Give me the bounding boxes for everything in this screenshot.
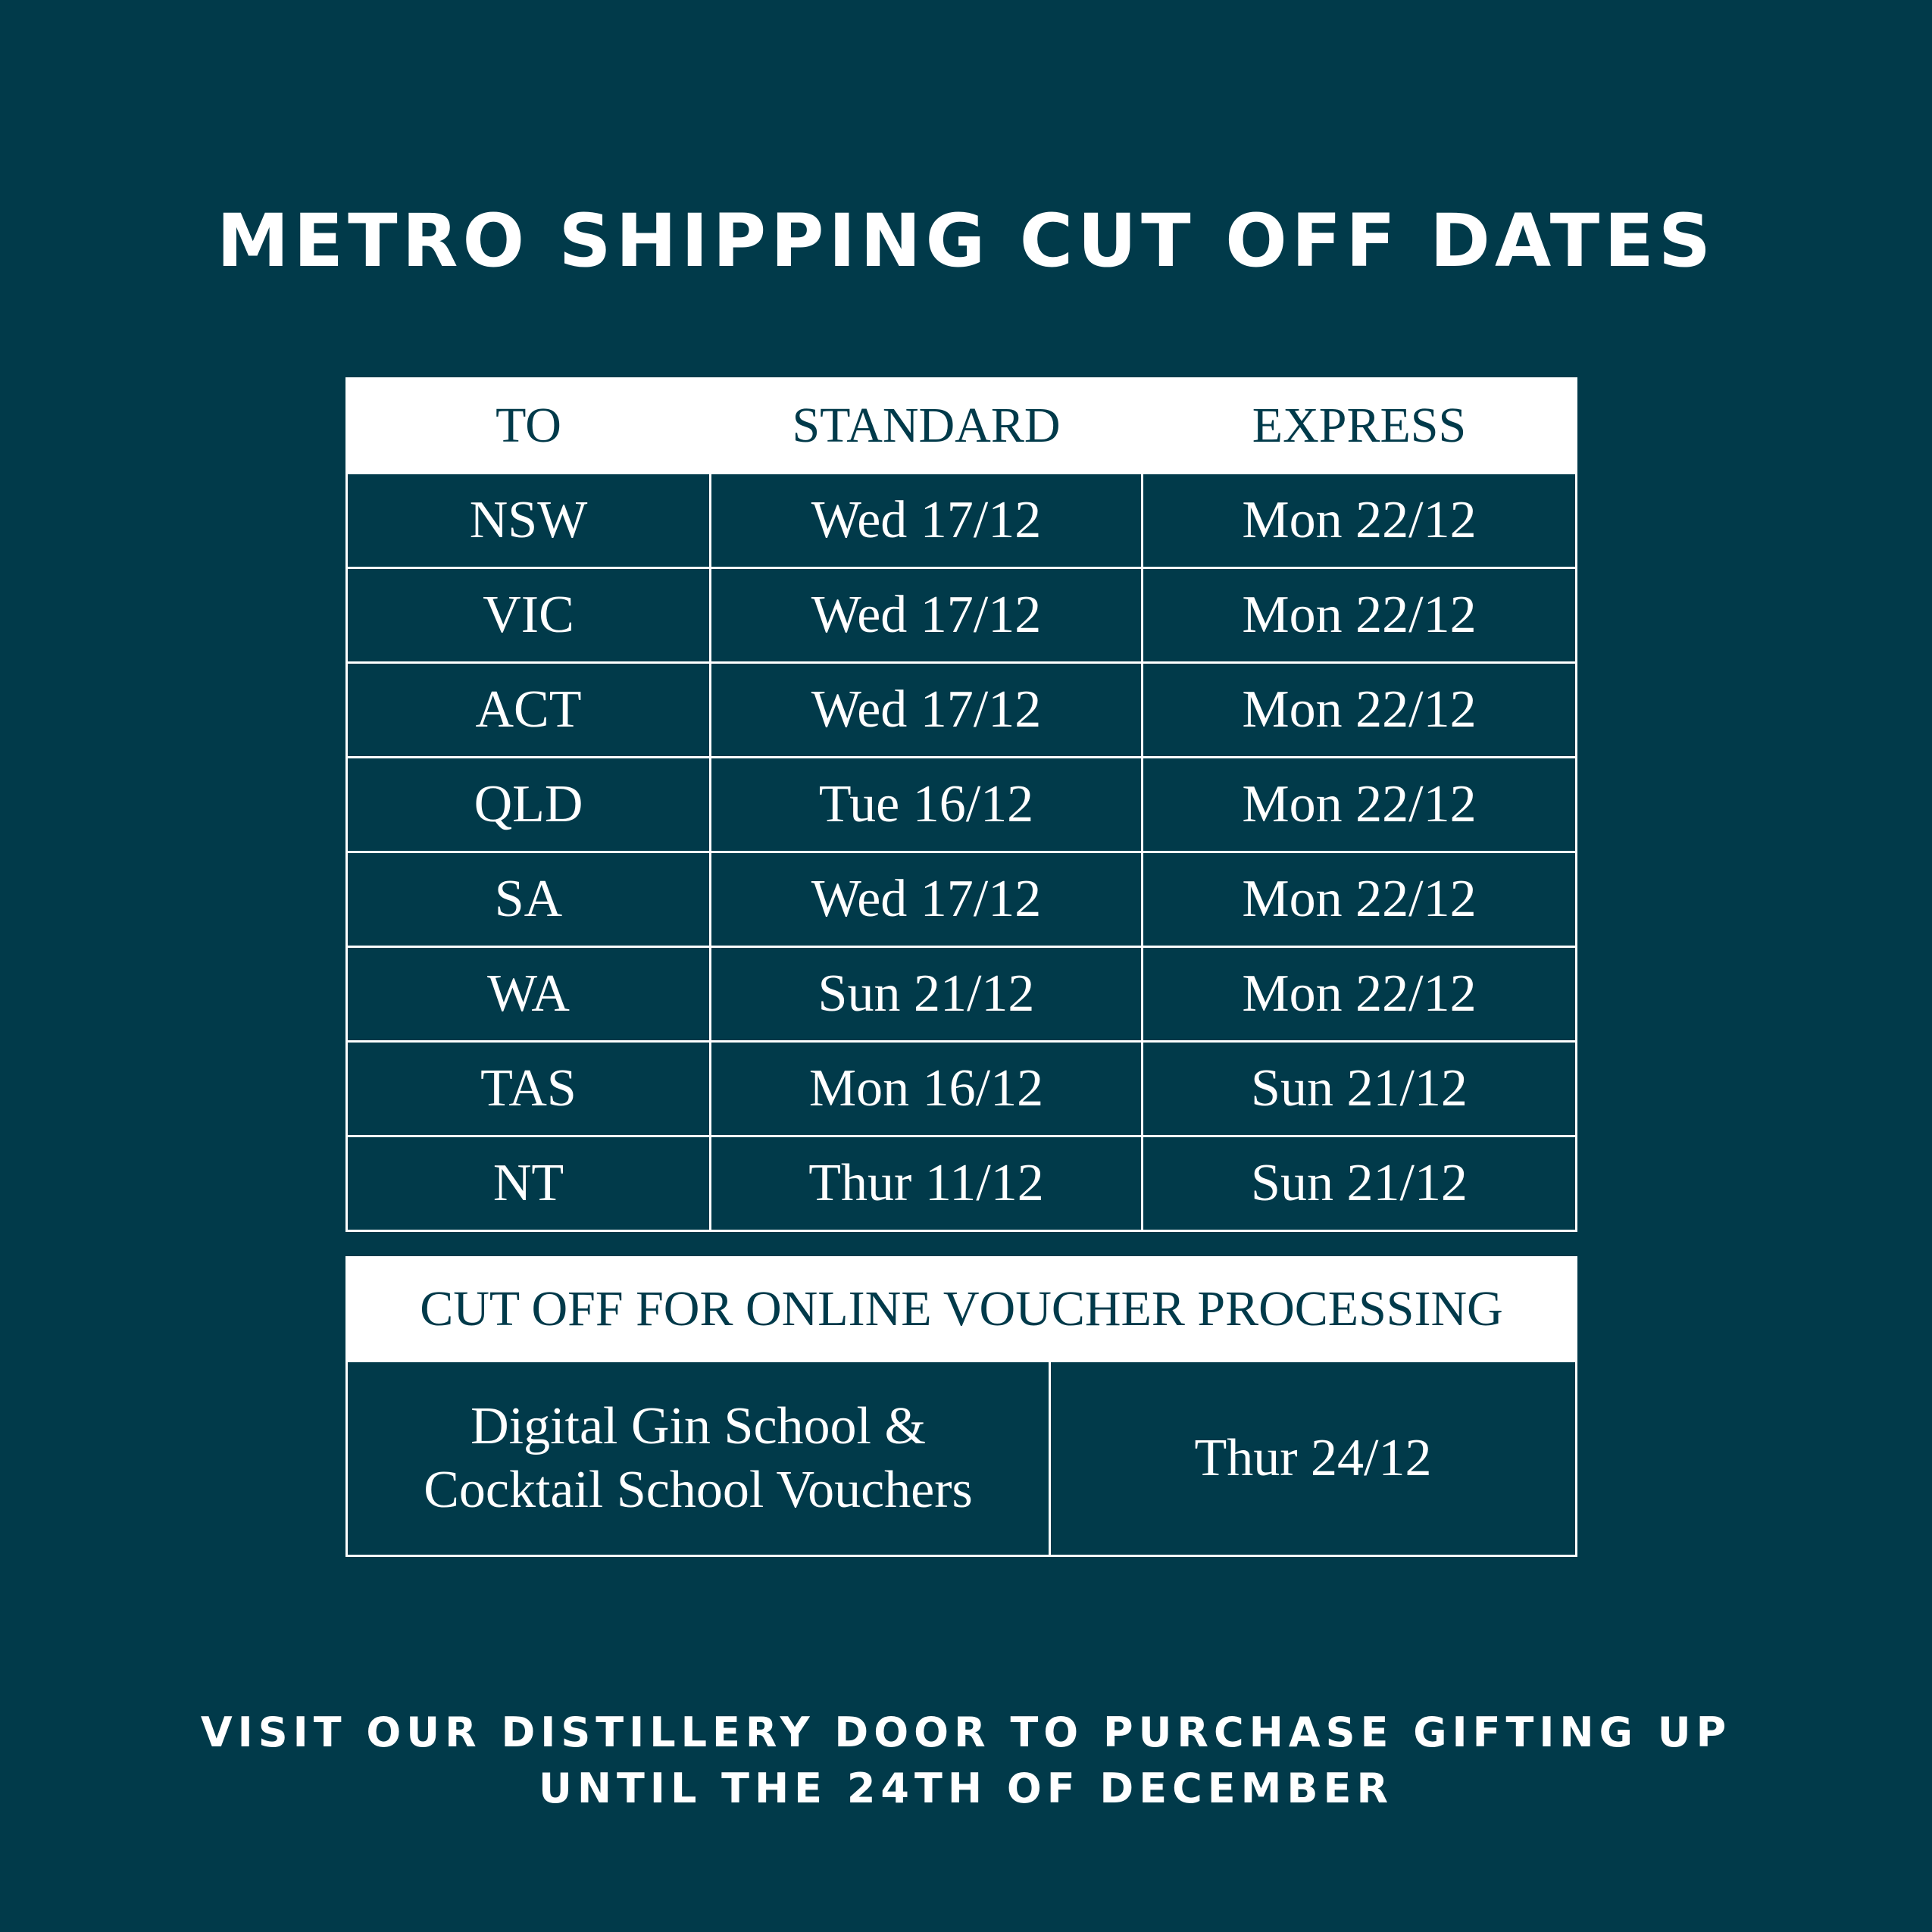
voucher-item-cell [347, 1361, 1050, 1556]
footer-line1: VISIT OUR DISTILLERY DOOR TO PURCHASE GIFTING UP [200, 1708, 1732, 1756]
table-row [347, 1136, 1577, 1231]
state-cell: QLD [347, 758, 711, 852]
table-row [347, 474, 1577, 568]
express-date-cell: Mon 22/12 [1143, 663, 1577, 758]
standard-date-cell: Mon 16/12 [711, 1042, 1143, 1136]
table-row [347, 663, 1577, 758]
express-date-cell: Mon 22/12 [1143, 947, 1577, 1042]
standard-date-cell: Sun 21/12 [711, 947, 1143, 1042]
state-cell: NSW [347, 474, 711, 568]
table-row [347, 947, 1577, 1042]
standard-date-cell: Tue 16/12 [711, 758, 1143, 852]
express-date-cell: Mon 22/12 [1143, 568, 1577, 663]
standard-date-cell: Wed 17/12 [711, 568, 1143, 663]
header-express: EXPRESS [1143, 379, 1577, 474]
voucher-date-cell: Thur 24/12 [1050, 1361, 1577, 1556]
state-cell: NT [347, 1136, 711, 1231]
standard-date-cell: Thur 11/12 [711, 1136, 1143, 1231]
express-date-cell: Mon 22/12 [1143, 852, 1577, 947]
table-row [347, 568, 1577, 663]
state-cell: VIC [347, 568, 711, 663]
table-row [347, 1361, 1577, 1556]
header-to: TO [347, 379, 711, 474]
state-cell: TAS [347, 1042, 711, 1136]
footer-note [0, 1705, 1932, 1817]
shipping-cutoff-table [345, 377, 1577, 1232]
state-cell: ACT [347, 663, 711, 758]
state-cell: SA [347, 852, 711, 947]
state-cell: WA [347, 947, 711, 1042]
voucher-item-line1: Digital Gin School & [470, 1397, 926, 1455]
table-row [347, 852, 1577, 947]
voucher-cutoff-table [345, 1256, 1577, 1557]
express-date-cell: Sun 21/12 [1143, 1042, 1577, 1136]
express-date-cell: Sun 21/12 [1143, 1136, 1577, 1231]
voucher-item-line2: Cocktail School Vouchers [424, 1461, 973, 1519]
header-standard: STANDARD [711, 379, 1143, 474]
table-row [347, 758, 1577, 852]
table-row [347, 1042, 1577, 1136]
table-header-row [347, 379, 1577, 474]
footer-line2: UNTIL THE 24TH OF DECEMBER [538, 1765, 1394, 1812]
express-date-cell: Mon 22/12 [1143, 758, 1577, 852]
express-date-cell: Mon 22/12 [1143, 474, 1577, 568]
voucher-header-row [347, 1258, 1577, 1361]
standard-date-cell: Wed 17/12 [711, 852, 1143, 947]
voucher-header: CUT OFF FOR ONLINE VOUCHER PROCESSING [347, 1258, 1577, 1361]
standard-date-cell: Wed 17/12 [711, 663, 1143, 758]
standard-date-cell: Wed 17/12 [711, 474, 1143, 568]
page-title: METRO SHIPPING CUT OFF DATES [217, 199, 1715, 283]
